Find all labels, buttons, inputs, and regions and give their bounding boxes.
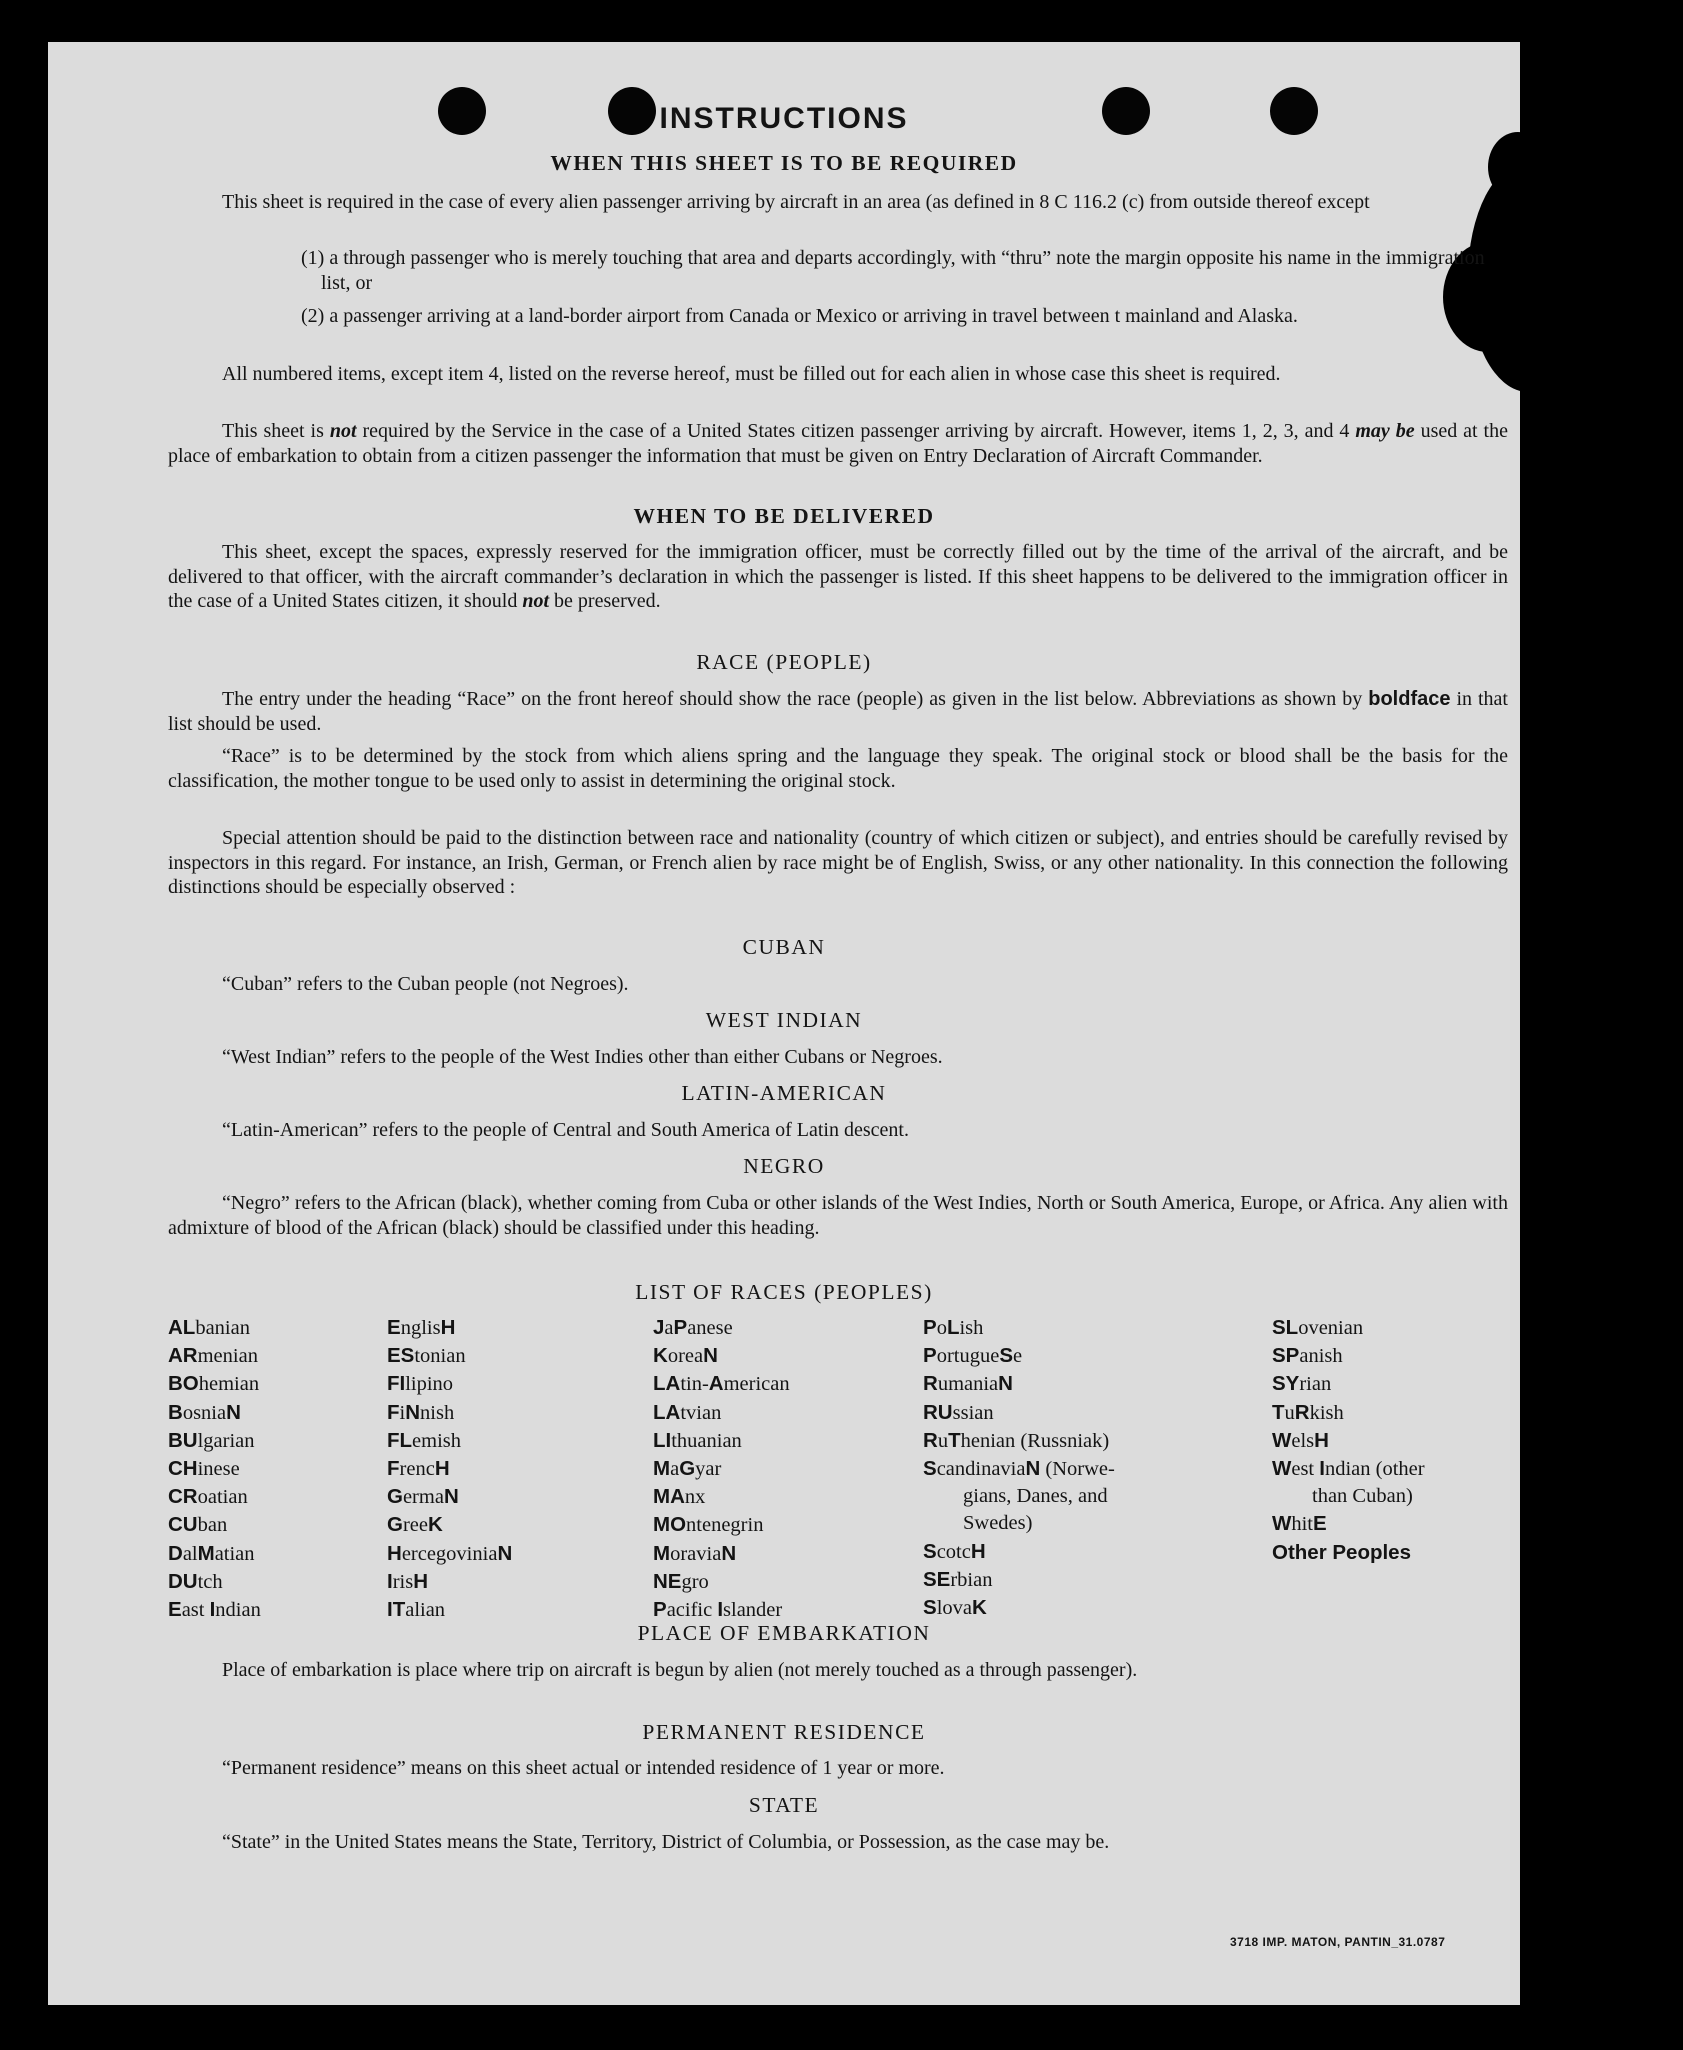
section-heading-cuban: CUBAN	[742, 935, 826, 959]
paragraph-race-2: “Race” is to be determined by the stock from which aliens spring and the language they speak. The original stock or blood shall be the basis for the classification, the mother tongue to be used only to assist in determining the original stock.	[168, 745, 1508, 792]
race-abbreviation: N	[721, 1541, 737, 1565]
section-heading-delivered: WHEN TO BE DELIVERED	[633, 504, 935, 528]
race-entry	[387, 1483, 512, 1511]
race-abbreviation: S	[923, 1596, 937, 1620]
paragraph-race-1: The entry under the heading “Race” on the front hereof should show the race (people) as given in the list below. Abbreviations as shown by boldface in that list should be used.	[168, 688, 1508, 735]
race-name-text: henian (Russniak)	[960, 1429, 1110, 1452]
race-list-column	[168, 1314, 261, 1624]
race-entry	[1272, 1314, 1425, 1342]
race-abbreviation: DU	[168, 1569, 198, 1593]
race-name-text: ish	[959, 1317, 984, 1339]
race-name-text: oatian	[197, 1486, 248, 1509]
paragraph-numbered-items: All numbered items, except item 4, listed on the reverse hereof, must be filled out for each alien in whose case this sheet is required.	[222, 363, 1281, 385]
race-abbreviation: LA	[653, 1372, 681, 1396]
section-heading-state: STATE	[748, 1793, 820, 1817]
race-abbreviation: I	[209, 1598, 216, 1622]
race-name-text: yar	[695, 1458, 722, 1481]
race-entry	[653, 1568, 790, 1596]
section-heading-race: RACE (PEOPLE)	[696, 650, 872, 674]
race-name-text: lipino	[405, 1373, 454, 1396]
race-abbreviation: N	[1025, 1457, 1041, 1481]
race-entry	[923, 1399, 1115, 1427]
race-name-text: nglis	[400, 1317, 441, 1339]
race-entry	[1272, 1455, 1425, 1483]
race-entry	[387, 1314, 512, 1342]
race-name-text: al	[182, 1542, 198, 1565]
paragraph-race-3: Special attention should be paid to the distinction between race and nationality (country of which citizen or subject), and entries should be carefully revised by inspectors in this regard. For instance, an Irish, German, or French alien by race might be of English, Swiss, or any other nationality. In this connection the following distinctions should be especially observed :	[168, 827, 1508, 898]
race-abbreviation: H	[413, 1569, 429, 1593]
race-name-text: tch	[197, 1570, 223, 1593]
race-abbreviation: S	[923, 1457, 937, 1481]
race-abbreviation: CU	[168, 1513, 198, 1537]
race-abbreviation: M	[653, 1457, 671, 1481]
race-name-text: tin-	[680, 1373, 709, 1396]
race-abbreviation: T	[1272, 1400, 1285, 1424]
race-name-text: rian	[1299, 1373, 1332, 1396]
race-abbreviation: SE	[923, 1567, 951, 1591]
race-name-text: banian	[195, 1317, 250, 1339]
race-name-text: umania	[937, 1373, 999, 1396]
section-heading-negro: NEGRO	[743, 1154, 825, 1178]
race-entry	[653, 1427, 790, 1455]
race-name-text: oravia	[670, 1542, 722, 1565]
race-abbreviation: M	[653, 1541, 671, 1565]
race-abbreviation: E	[1313, 1512, 1327, 1536]
race-name-text: thuanian	[671, 1429, 742, 1452]
race-name-text: a	[664, 1317, 674, 1339]
race-abbreviation: A	[708, 1372, 724, 1396]
race-entry	[923, 1427, 1115, 1455]
race-name-text: gians, Danes, and	[963, 1485, 1108, 1508]
section-heading-list-of-races: LIST OF RACES (PEOPLES)	[635, 1280, 933, 1304]
race-name-text: tvian	[680, 1401, 722, 1424]
race-entry	[1272, 1427, 1425, 1455]
race-name-text: a	[670, 1458, 680, 1481]
race-abbreviation: H	[970, 1539, 986, 1563]
race-entry	[923, 1314, 1115, 1342]
race-name-text: menian	[197, 1345, 258, 1368]
race-entry	[1272, 1342, 1425, 1370]
race-name-text: osnia	[182, 1401, 227, 1424]
race-entry	[923, 1370, 1115, 1398]
race-abbreviation: K	[427, 1513, 443, 1537]
paragraph-west-indian: “West Indian” refers to the people of the West Indies other than either Cubans or Negroes.	[222, 1046, 943, 1068]
section-heading-when-required: WHEN THIS SHEET IS TO BE REQUIRED	[550, 151, 1018, 175]
race-name-text: ris	[392, 1570, 414, 1593]
race-entry	[387, 1455, 512, 1483]
race-abbreviation: W	[1272, 1512, 1292, 1536]
race-entry	[653, 1596, 790, 1624]
race-abbreviation: N	[703, 1344, 718, 1368]
race-entry	[387, 1370, 512, 1398]
paragraph-latin-american: “Latin-American” refers to the people of Central and South America of Latin descent.	[222, 1119, 909, 1141]
race-entry	[1272, 1483, 1425, 1510]
race-abbreviation: RU	[923, 1400, 953, 1424]
race-abbreviation: T	[948, 1428, 961, 1452]
race-name-text: o	[936, 1317, 947, 1339]
race-entry	[168, 1483, 261, 1511]
race-entry	[168, 1540, 261, 1568]
race-abbreviation: I	[717, 1598, 724, 1622]
race-entry	[1272, 1370, 1425, 1398]
race-name-text: ndian	[215, 1599, 261, 1622]
race-abbreviation: MA	[653, 1485, 685, 1509]
race-name-text: candinavia	[936, 1458, 1026, 1481]
race-abbreviation: H	[440, 1316, 456, 1339]
race-name-text: ast	[181, 1599, 210, 1622]
race-entry	[653, 1540, 790, 1568]
race-entry	[653, 1511, 790, 1539]
race-abbreviation: N	[226, 1400, 241, 1424]
race-name-text: ssian	[952, 1401, 994, 1424]
race-entry	[653, 1455, 790, 1483]
race-name-text: than Cuban)	[1312, 1485, 1413, 1508]
race-abbreviation: SP	[1272, 1344, 1300, 1368]
race-name-text: inese	[197, 1458, 240, 1481]
race-entry	[653, 1342, 790, 1370]
race-abbreviation: BU	[168, 1428, 198, 1452]
race-name-text: hemian	[198, 1373, 260, 1396]
race-abbreviation: H	[387, 1541, 402, 1565]
race-abbreviation: F	[387, 1457, 400, 1481]
race-list-column	[1272, 1314, 1425, 1567]
race-entry	[387, 1540, 512, 1568]
race-abbreviation: G	[679, 1457, 696, 1481]
race-abbreviation: N	[443, 1485, 459, 1509]
race-name-text: ndian (other	[1324, 1458, 1425, 1481]
section-heading-latin-american: LATIN-AMERICAN	[681, 1081, 887, 1105]
race-name-text: nx	[684, 1486, 706, 1509]
race-name-text: merican	[723, 1373, 790, 1396]
paragraph-delivered: This sheet, except the spaces, expressly reserved for the immigration officer, must be correctly filled out by the time of the arrival of the aircraft, and be delivered to that officer, with the aircraft commander’s declaration in which the passenger is listed. If this sheet happens to be delivered to the immigration officer in the case of a United States citizen, it should not be preserved.	[168, 541, 1508, 612]
race-entry	[923, 1455, 1115, 1483]
race-name-text: anish	[1299, 1345, 1343, 1368]
race-entry	[653, 1370, 790, 1398]
race-name-text: ntenegrin	[686, 1514, 764, 1537]
race-abbreviation: W	[1272, 1428, 1292, 1452]
race-entry	[653, 1314, 790, 1342]
race-name-text: e	[1013, 1345, 1023, 1368]
race-abbreviation: NE	[653, 1569, 682, 1593]
race-entry	[168, 1370, 261, 1398]
race-entry	[387, 1399, 512, 1427]
race-entry	[387, 1427, 512, 1455]
exception-item-2: (2) a passenger arriving at a land-border airport from Canada or Mexico or arriving in travel between t mainland and Alaska.	[301, 305, 1298, 327]
race-abbreviation: F	[387, 1400, 400, 1424]
race-name-text: kish	[1309, 1401, 1344, 1424]
race-name-text: ree	[402, 1514, 428, 1537]
race-abbreviation: BO	[168, 1372, 199, 1396]
race-abbreviation: Other Peoples	[1272, 1540, 1411, 1564]
race-name-text: ovenian	[1298, 1317, 1364, 1339]
document-page	[48, 42, 1520, 2005]
race-entry	[387, 1568, 512, 1596]
race-abbreviation: SL	[1272, 1316, 1299, 1339]
race-name-text: i	[399, 1401, 406, 1424]
race-name-text: cotc	[936, 1540, 971, 1563]
race-entry	[923, 1342, 1115, 1370]
race-abbreviation: S	[999, 1344, 1013, 1368]
race-name-text: orea	[667, 1345, 704, 1368]
section-heading-permanent-residence: PERMANENT RESIDENCE	[642, 1720, 926, 1744]
race-name-text: alian	[405, 1599, 446, 1622]
race-abbreviation: CR	[168, 1485, 198, 1509]
race-abbreviation: H	[1314, 1428, 1329, 1452]
race-name-text: est	[1291, 1458, 1320, 1481]
race-entry	[1272, 1510, 1425, 1538]
race-name-text: rbian	[950, 1568, 993, 1591]
race-entry	[387, 1511, 512, 1539]
race-abbreviation: P	[653, 1598, 667, 1622]
paragraph-negro: “Negro” refers to the African (black), whether coming from Cuba or other islands of the West Indies, North or South America, Europe, or Africa. Any alien with admixture of blood of the African (black) should be classified under this heading.	[168, 1192, 1508, 1239]
race-abbreviation: AL	[168, 1316, 196, 1339]
race-name-text: hit	[1291, 1513, 1314, 1536]
race-abbreviation: B	[168, 1400, 183, 1424]
race-entry	[168, 1455, 261, 1483]
race-name-text: ortugue	[936, 1345, 1000, 1368]
race-list-column	[653, 1314, 790, 1624]
race-abbreviation: P	[923, 1344, 937, 1368]
race-abbreviation: SY	[1272, 1372, 1300, 1396]
race-name-text: emish	[412, 1429, 462, 1452]
paragraph-embarkation: Place of embarkation is place where trip on aircraft is begun by alien (not merely touched as a through passenger).	[222, 1659, 1138, 1681]
race-name-text: anese	[687, 1317, 733, 1339]
section-heading-embarkation: PLACE OF EMBARKATION	[637, 1621, 931, 1645]
race-abbreviation: H	[434, 1457, 450, 1481]
race-name-text: slander	[723, 1599, 783, 1622]
race-abbreviation: J	[653, 1316, 665, 1339]
race-entry	[923, 1566, 1115, 1594]
race-abbreviation: R	[923, 1428, 938, 1452]
race-abbreviation: N	[497, 1541, 513, 1565]
paragraph-citizen: This sheet is not required by the Service in the case of a United States citizen passenger arriving by aircraft. However, items 1, 2, 3, and 4 may be used at the place of embarkation to obtain from a citizen passenger the information that must be given on Entry Declaration of Aircraft Commander.	[168, 420, 1508, 467]
race-name-text: erma	[402, 1486, 444, 1509]
race-entry	[168, 1427, 261, 1455]
race-abbreviation: K	[653, 1344, 668, 1368]
race-abbreviation: K	[971, 1596, 987, 1620]
race-entry	[168, 1342, 261, 1370]
race-abbreviation: D	[168, 1541, 183, 1565]
race-abbreviation: R	[923, 1372, 938, 1396]
race-abbreviation: LA	[653, 1400, 681, 1424]
race-abbreviation: FI	[387, 1372, 406, 1396]
race-entry	[168, 1314, 261, 1342]
race-abbreviation: LI	[653, 1428, 672, 1452]
race-entry	[168, 1596, 261, 1624]
race-name-text: Swedes)	[963, 1512, 1033, 1535]
race-entry	[653, 1399, 790, 1427]
race-list-column	[923, 1314, 1115, 1622]
race-name-text: ercegovinia	[401, 1542, 498, 1565]
race-entry	[923, 1483, 1115, 1510]
page-title: INSTRUCTIONS	[659, 102, 909, 135]
race-entry	[387, 1342, 512, 1370]
race-entry	[1272, 1539, 1425, 1567]
exception-item-1: (1) a through passenger who is merely touching that area and departs accordingly, with “thru” note the margin opposite his name in the immigration list, or	[301, 247, 1485, 294]
race-name-text: nish	[420, 1401, 455, 1424]
race-abbreviation: E	[387, 1316, 401, 1339]
race-abbreviation: G	[387, 1513, 403, 1537]
paragraph-permanent-residence: “Permanent residence” means on this sheet actual or intended residence of 1 year or more.	[222, 1757, 945, 1779]
race-entry	[387, 1596, 512, 1624]
paragraph-cuban: “Cuban” refers to the Cuban people (not Negroes).	[222, 973, 629, 995]
race-name-text: lgarian	[197, 1429, 255, 1452]
race-abbreviation: W	[1272, 1457, 1292, 1481]
race-name-text: ban	[197, 1514, 228, 1537]
race-name-text: tonian	[414, 1345, 466, 1368]
race-entry	[168, 1399, 261, 1427]
race-name-text: (Norwe-	[1040, 1458, 1115, 1481]
race-entry	[923, 1538, 1115, 1566]
race-name-text: u	[937, 1429, 949, 1452]
race-abbreviation: S	[923, 1539, 937, 1563]
race-entry	[923, 1594, 1115, 1622]
race-entry	[1272, 1399, 1425, 1427]
race-name-text: lova	[936, 1597, 972, 1620]
race-entry	[168, 1511, 261, 1539]
race-abbreviation: I	[387, 1569, 393, 1593]
race-abbreviation: L	[946, 1316, 960, 1339]
race-name-text: els	[1291, 1429, 1315, 1452]
race-name-text: atian	[214, 1542, 255, 1565]
printer-imprint: 3718 IMP. MATON, PANTIN_31.0787	[1230, 1935, 1446, 1949]
race-abbreviation: ES	[387, 1344, 415, 1368]
race-abbreviation: M	[197, 1541, 215, 1565]
race-abbreviation: I	[1319, 1457, 1325, 1481]
race-abbreviation: CH	[168, 1457, 198, 1481]
paragraph-state: “State” in the United States means the State, Territory, District of Columbia, or Possession, as the case may be.	[222, 1831, 1110, 1853]
race-abbreviation: AR	[168, 1344, 198, 1368]
race-abbreviation: R	[1294, 1400, 1310, 1424]
race-abbreviation: N	[405, 1400, 421, 1424]
race-list-column	[387, 1314, 512, 1624]
race-entry	[923, 1510, 1115, 1537]
race-abbreviation: P	[673, 1316, 688, 1339]
race-entry	[168, 1568, 261, 1596]
race-abbreviation: MO	[653, 1513, 687, 1537]
race-abbreviation: IT	[387, 1598, 406, 1622]
race-abbreviation: FL	[387, 1428, 413, 1452]
race-entry	[653, 1483, 790, 1511]
race-abbreviation: P	[923, 1316, 937, 1339]
race-abbreviation: G	[387, 1485, 403, 1509]
race-name-text: u	[1284, 1401, 1295, 1424]
paragraph-required: This sheet is required in the case of every alien passenger arriving by aircraft in an area (as defined in 8 C 116.2 (c) from outside thereof except	[222, 191, 1370, 213]
race-name-text: acific	[666, 1599, 718, 1622]
race-name-text: renc	[399, 1458, 435, 1481]
race-abbreviation: N	[998, 1372, 1013, 1396]
section-heading-west-indian: WEST INDIAN	[705, 1008, 863, 1032]
race-name-text: gro	[681, 1570, 709, 1593]
race-abbreviation: E	[168, 1598, 182, 1622]
